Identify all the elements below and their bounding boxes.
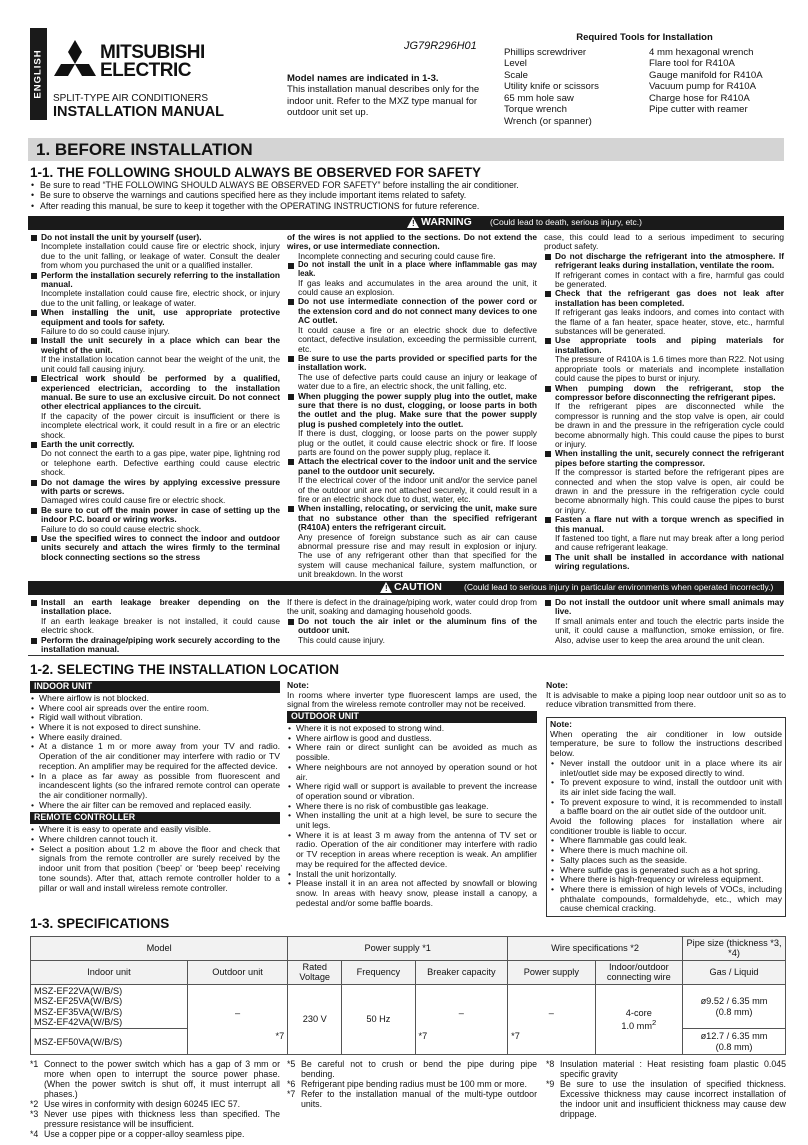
safety-item-title: Install the unit securely in a place which can bear the weight of the unit.: [30, 336, 280, 355]
connecting-wire-core: 4-core: [625, 1008, 652, 1019]
pipe-size-value: ø9.52 / 6.35 mm: [700, 996, 768, 1007]
subsection-title: 1-3. SPECIFICATIONS: [30, 916, 170, 931]
mitsubishi-logo-icon: [52, 40, 98, 82]
footnote-key: *1: [30, 1059, 39, 1069]
footnote-key: *9: [546, 1079, 555, 1090]
pipe-size-cell: [683, 984, 786, 1029]
tool-item: Utility knife or scissors: [504, 81, 599, 93]
list-item: • Where cool air spreads over the entire room.: [30, 704, 280, 714]
safety-item-title: Do not use intermediate connection of the power cord or the extension cord and do not connect many devices to one AC outlet.: [287, 297, 537, 325]
model-cell: [31, 984, 188, 1029]
safety-item-text: If there is dust, clogging, or loose parts on the power supply plug or the outlet, it could cause electric shock or fire. If loose parts are found on the power supply plug, replace it.: [298, 428, 537, 457]
safety-item-text: It could cause a fire or an electric shock due to defective contact, defective insulation, exceeding the permissible current, etc.: [298, 324, 537, 354]
brand-line-2: ELECTRIC: [100, 60, 191, 82]
indoor-unit-block: [30, 681, 280, 893]
model-note-bold: Model names are indicated in 1-3.: [287, 73, 439, 84]
table-header-row: [31, 960, 786, 984]
safety-item-title: Check that the refrigerant gas does not leak after installation has been completed.: [544, 289, 784, 308]
safety-item-text: Incomplete installation could cause fire, electric shock, or injury due to the unit falling, or leakage of water.: [41, 288, 280, 308]
language-label: ENGLISH: [32, 49, 44, 99]
safety-item-text: Do not connect the earth to a gas pipe, water pipe, lightning rod or telephone earth. Defective earthing could cause electric shock.: [41, 448, 280, 478]
list-item: • Where easily drained.: [30, 733, 280, 743]
connecting-wire-size: [599, 1019, 679, 1031]
safety-item-title: Do not install the unit in a place where inflammable gas may leak.: [287, 261, 537, 278]
list-item: • To prevent exposure to wind, it is recommended to install a baffle board on the air outlet side of the outdoor unit.: [550, 798, 782, 817]
safety-item-title: When pumping down the refrigerant, stop the compressor before disconnecting the refrigerant pipes.: [544, 384, 784, 403]
warning-column-1: [30, 233, 280, 562]
header-wire-power-supply: Power supply: [508, 960, 595, 984]
list-item: • To prevent exposure to wind, install the outdoor unit with its air inlet side facing the wall.: [550, 778, 782, 797]
pipe-thickness-value: (0.8 mm): [715, 1006, 753, 1017]
tool-item: Flare tool for R410A: [649, 58, 735, 70]
caution-label: CAUTION: [394, 581, 442, 593]
model-name: MSZ-EF35VA(W/B/S): [34, 1006, 123, 1017]
caution-description: (Could lead to serious injury in particular environments when operated incorrectly.): [464, 582, 774, 592]
caution-bar: [28, 581, 784, 595]
intro-item: • Be sure to read “THE FOLLOWING SHOULD ALWAYS BE OBSERVED FOR SAFETY” before installing the air conditioner.: [30, 180, 786, 190]
header-indoor-unit: Indoor unit: [31, 960, 188, 984]
tool-item: Scale: [504, 69, 528, 81]
caution-column-3: [544, 598, 784, 645]
note-text: In rooms where inverter type fluorescent lamps are used, the signal from the wireless remote controller may not be received.: [287, 689, 537, 710]
note-heading: Note:: [287, 680, 309, 690]
intro-item: • After reading this manual, be sure to keep it together with the OPERATING INSTRUCTIONS for future reference.: [30, 201, 786, 211]
pipe-size-cell: [683, 1029, 786, 1055]
safety-item-title: Be sure to use the parts provided or specified parts for the installation work.: [287, 354, 537, 373]
footnote-text: Connect to the power switch which has a gap of 3 mm or more when open to interrupt the source power phase. (When the power switch is shut off, it must interrupt all phases.): [44, 1059, 280, 1100]
indoor-unit-list: [30, 694, 280, 810]
safety-item-title: Use appropriate tools and piping materials for installation.: [544, 336, 784, 355]
safety-item-title: Attach the electrical cover to the indoor unit and the service panel to the outdoor unit securely.: [287, 457, 537, 476]
header-wire-spec: Wire specifications *2: [508, 937, 683, 961]
safety-item-text: The use of defective parts could cause an injury or leakage of water due to a fire, an electric shock, the unit falling, etc.: [298, 371, 537, 392]
safety-item-title: Do not touch the air inlet or the aluminum fins of the outdoor unit.: [287, 617, 537, 636]
outdoor-unit-value: –: [235, 1008, 241, 1019]
footnote-key: *6: [287, 1079, 296, 1090]
footnote-key: *7: [287, 1089, 296, 1100]
header-power-supply: Power supply *1: [288, 937, 508, 961]
list-item: • Where there is much machine oil.: [550, 846, 782, 856]
safety-item-text: If the electrical cover of the indoor unit and/or the service panel of the outdoor unit are not attached securely, it could result in a fire or an electric shock due to dust, water, etc.: [298, 475, 537, 504]
safety-item-text: Failure to do so could cause electric shock.: [41, 523, 202, 534]
caution-icon: !: [380, 582, 392, 593]
safety-item-title: Do not install the unit by yourself (user).: [30, 233, 280, 242]
list-item: • Where flammable gas could leak.: [550, 836, 782, 846]
list-item: • Install the unit horizontally.: [287, 870, 537, 880]
breaker-cell: [415, 984, 508, 1055]
tool-item: Vacuum pump for R410A: [649, 81, 757, 93]
required-tools: [504, 32, 785, 127]
list-item: • Where sulfide gas is generated such as a hot spring.: [550, 866, 782, 876]
footnote-key: *3: [30, 1109, 39, 1120]
list-item: • Where it is not exposed to direct sunshine.: [30, 723, 280, 733]
remote-controller-heading: REMOTE CONTROLLER: [30, 812, 280, 824]
safety-item-title: Electrical work should be performed by a qualified, experienced electrician, according to the installation manual. Be sure to use an exclusive circuit. Do not connect other electrical appliances to the circuit.: [30, 374, 280, 412]
intro-item: • Be sure to observe the warnings and cautions specified here as they include important items related to safety.: [30, 190, 786, 200]
tool-item: Phillips screwdriver: [504, 46, 587, 58]
wire-power-supply-value: –: [548, 1008, 554, 1019]
list-item: • Where the air filter can be removed and replaced easily.: [30, 801, 280, 811]
safety-item-title: Do not install the outdoor unit where small animals may live.: [544, 598, 784, 617]
safety-item-title: Use the specified wires to connect the indoor and outdoor units securely and attach the wires firmly to the terminal block connecting sections so the stress: [30, 534, 280, 562]
subsection-title: 1-1. THE FOLLOWING SHOULD ALWAYS BE OBSERVED FOR SAFETY: [30, 165, 482, 180]
outdoor-unit-block: [287, 681, 537, 908]
header-connecting-wire: Indoor/outdoor connecting wire: [595, 960, 682, 984]
list-item: • Where rain or direct sunlight can be avoided as much as possible.: [287, 743, 537, 762]
safety-item-text: If small animals enter and touch the electric parts inside the unit, it could cause a malfunction, smoke emission, or fire. Also, advise user to keep the area around the unit clean.: [555, 615, 784, 645]
list-item: • Where neighbours are not annoyed by operation sound or hot air.: [287, 763, 537, 782]
tool-item: 4 mm hexagonal wrench: [649, 46, 754, 58]
footnote-text: Insulation material : Heat resisting foam plastic 0.045 specific gravity: [560, 1059, 786, 1080]
outdoor-unit-note: *7: [275, 1030, 285, 1041]
list-item: • Never install the outdoor unit in a place where its air inlet/outlet side may be exposed directly to wind.: [550, 759, 782, 778]
footnote-key: *8: [546, 1059, 555, 1069]
safety-item-title: Perform the drainage/piping work securely according to the installation manual.: [30, 636, 280, 655]
tool-item: 65 mm hole saw: [504, 92, 574, 104]
safety-item-text: Incomplete connecting and securing could cause fire.: [298, 250, 496, 261]
document-code: JG79R296H01: [404, 40, 477, 52]
list-item: • Where airflow is good and dustless.: [287, 734, 537, 744]
note-heading: Note:: [546, 680, 568, 690]
safety-item-text: Damaged wires could cause fire or electric shock.: [41, 495, 226, 506]
safety-item-title: Earth the unit correctly.: [30, 440, 280, 449]
tool-item: Gauge manifold for R410A: [649, 69, 763, 81]
list-item: • Where children cannot touch it.: [30, 835, 280, 845]
safety-item-text: If refrigerant gas leaks indoors, and comes into contact with the flame of a fan heater, space heater, stove, etc., harmful substances will be generated.: [555, 307, 784, 337]
safety-item-title: When plugging the power supply plug into the outlet, make sure that there is no dust, clogging, or loose parts in both the outlet and the plug. Make sure that the power supply plug is pushed completely into the outlet.: [287, 392, 537, 430]
safety-item-text: The pressure of R410A is 1.6 times more than R22. Not using appropriate tools or materials and incomplete installation could cause the pipes to burst or injury.: [555, 354, 784, 384]
breaker-note: *7: [418, 1030, 428, 1041]
table-header-row: [31, 937, 786, 961]
warning-bar: [28, 216, 784, 230]
caution-column-1: [30, 598, 280, 654]
safety-item-text: If gas leaks and accumulates in the area around the unit, it could cause an explosion.: [298, 277, 537, 298]
safety-item-title-cont: of the wires is not applied to the sections. Do not extend the wires, or use intermediate connection.: [287, 232, 537, 252]
wire-power-supply-cell: [508, 984, 595, 1055]
subsection-title: 1-2. SELECTING THE INSTALLATION LOCATION: [30, 662, 339, 677]
footnote: [30, 1099, 280, 1109]
outdoor-unit-cell: [187, 984, 287, 1055]
list-item: • Where rigid wall or support is available to prevent the increase of operation sound or vibration.: [287, 782, 537, 801]
footnote-text: Use a copper pipe or a copper-alloy seamless pipe.: [44, 1129, 245, 1140]
pipe-size-value: ø12.7 / 6.35 mm: [700, 1031, 768, 1042]
footnote: [546, 1079, 786, 1119]
footnote-text: Be sure to use the insulation of specified thickness. Excessive thickness may cause incorrect installation of the indoor unit and insufficient thickness may cause dew drippage.: [560, 1079, 786, 1120]
list-item: • Where there is emission of high levels of VOCs, including phthalate compounds, formaldehyde, etc., which may cause chemical cracking.: [550, 885, 782, 914]
model-name: MSZ-EF42VA(W/B/S): [34, 1016, 123, 1027]
outdoor-unit-heading: OUTDOOR UNIT: [287, 711, 537, 723]
list-item: • Salty places such as the seaside.: [550, 856, 782, 866]
list-item: • Where there is high-frequency or wireless equipment.: [550, 875, 782, 885]
brand-line-1: MITSUBISHI: [100, 42, 205, 63]
header-outdoor-unit: Outdoor unit: [187, 960, 287, 984]
voltage-cell: 230 V: [288, 984, 342, 1055]
model-note: [287, 73, 487, 119]
footnote: [287, 1089, 537, 1109]
safety-item-title: When installing the unit, securely connect the refrigerant pipes before starting the compressor.: [544, 449, 784, 468]
footnote-text: Refrigerant pipe bending radius must be 100 mm or more.: [301, 1079, 527, 1090]
list-item: • In a place as far away as possible from fluorescent and incandescent lights (so the infrared remote control can operate the air conditioner normally).: [30, 772, 280, 801]
list-item: • Select a position about 1.2 m above the floor and check that signals from the remote controller are surely received by the indoor unit from that position (‘beep’ or ‘beep beep’ receiving tone sounds). After that, attach remote controller holder to a pillar or wall and install wireless remote controller.: [30, 845, 280, 894]
model-name: MSZ-EF22VA(W/B/S): [34, 985, 123, 996]
warning-icon: !: [407, 217, 419, 228]
indoor-unit-heading: INDOOR UNIT: [30, 681, 280, 693]
piping-note: [546, 681, 786, 710]
specifications-table: [30, 936, 786, 1055]
header-gas-liquid: Gas / Liquid: [683, 960, 786, 984]
wire-power-supply-note: *7: [511, 1030, 520, 1041]
safety-item-text: Any presence of foreign substance such as air can cause abnormal pressure rise and may result in explosion or injury. The use of any refrigerant other than that specified for the system will cause mechanical failure, system malfunction, or unit breakdown. In the worst: [298, 531, 537, 580]
safety-item-title: When installing, relocating, or servicing the unit, make sure that no substance other than the specified refrigerant (R410A) enters the refrigerant circuit.: [287, 504, 537, 532]
tools-list: [504, 47, 785, 128]
safety-item-text: Incomplete installation could cause fire or electric shock, injury due to the unit falling, or leakage of water. Consult the dealer from whom you purchased the unit or a qualified installer.: [41, 241, 280, 271]
list-item: • At a distance 1 m or more away from your TV and radio. Operation of the air conditioner may interfere with radio or TV reception. An amplifier may be required for the affected device.: [30, 742, 280, 771]
tool-item: Pipe cutter with reamer: [649, 104, 748, 116]
footnote-key: *5: [287, 1059, 296, 1069]
footnote-key: *4: [30, 1129, 39, 1140]
safety-item-title: Install an earth leakage breaker depending on the installation place.: [30, 598, 280, 617]
safety-item-text: This could cause injury.: [298, 634, 385, 645]
warning-description: (Could lead to death, serious injury, etc.): [490, 217, 642, 227]
list-item: • Where it is at least 3 m away from the antenna of TV set or radio. Operation of the air conditioner may interfere with radio or TV reception in areas where reception is weak. An amplifier may be required for the affected device.: [287, 831, 537, 870]
note-list: [550, 759, 782, 817]
warning-column-2: [287, 233, 537, 580]
note-list: [550, 836, 782, 914]
footnote-key: *2: [30, 1099, 39, 1110]
note-text: It is advisable to make a piping loop near outdoor unit so as to reduce vibration transmitted from there.: [546, 689, 786, 710]
list-item: • Where it is easy to operate and easily visible.: [30, 825, 280, 835]
safety-item-text: If the compressor is started before the refrigerant pipes are connected and when the stop valve is open, air could be drawn in and the pressure in the refrigeration cycle could become abnormally high. This could cause the pipes to burst or injury.: [555, 467, 784, 515]
note-intro: When operating the air conditioner in low outside temperature, be sure to follow the instructions described below.: [550, 728, 782, 759]
footnote: [287, 1079, 537, 1089]
safety-item-title: Fasten a flare nut with a torque wrench as specified in this manual.: [544, 515, 784, 534]
brand-name: [100, 44, 205, 80]
header-pipe-size: Pipe size (thickness *3, *4): [683, 937, 786, 961]
list-item: • When installing the unit at a high level, be sure to secure the unit legs.: [287, 811, 537, 830]
header-breaker: Breaker capacity: [415, 960, 508, 984]
table-row: [31, 984, 786, 1029]
tool-item: Wrench (or spanner): [504, 115, 592, 127]
model-note-text: This installation manual describes only for the indoor unit. Refer to the MXZ type manual for outdoor unit set up.: [287, 84, 480, 119]
connecting-wire-size-sup: 2: [652, 1017, 657, 1027]
tool-item: Level: [504, 58, 527, 70]
language-tab: [30, 28, 47, 120]
frequency-cell: 50 Hz: [342, 984, 415, 1055]
safety-item-text: If fastened too tight, a flare nut may break after a long period and cause refrigerant leakage.: [555, 533, 784, 553]
list-item: • Please install it in an area not affected by snowfall or blowing snow. In areas with heavy snow, please install a canopy, a pedestal and/or some baffle boards.: [287, 879, 537, 908]
footnote: [30, 1059, 280, 1099]
footnotes-column-2: [287, 1059, 537, 1109]
note-heading: Note:: [550, 719, 572, 729]
safety-item-title: Be sure to cut off the main power in case of setting up the indoor P.C. board or wiring works.: [30, 506, 280, 525]
connecting-wire-cell: [595, 984, 682, 1055]
footnote: [30, 1129, 280, 1139]
header-rated-voltage: Rated Voltage: [288, 960, 342, 984]
safety-item-text: If the capacity of the power circuit is insufficient or there is incomplete electrical work, it could result in a fire or an electric shock.: [41, 410, 280, 440]
model-name: MSZ-EF25VA(W/B/S): [34, 996, 123, 1007]
model-cell: MSZ-EF50VA(W/B/S): [31, 1029, 188, 1055]
list-item: • Where it is not exposed to strong wind.: [287, 724, 537, 734]
low-temperature-note: [546, 717, 786, 917]
safety-item-title: When installing the unit, use appropriate protective equipment and tools for safety.: [30, 308, 280, 327]
safety-item-title: Do not discharge the refrigerant into the atmosphere. If refrigerant leaks during installation, ventilate the room.: [544, 252, 784, 271]
header-model: Model: [31, 937, 288, 961]
remote-controller-list: [30, 825, 280, 893]
footnote: [30, 1109, 280, 1129]
list-item: • Rigid wall without vibration.: [30, 713, 280, 723]
caution-column-2: [287, 598, 537, 645]
footnote-text: Refer to the installation manual of the multi-type outdoor units.: [301, 1089, 537, 1110]
safety-item-text: case, this could lead to a serious impediment to securing product safety.: [544, 232, 784, 252]
tool-item: Torque wrench: [504, 104, 567, 116]
footnote-text: Never use pipes with thickness less than specified. The pressure resistance will be insufficient.: [44, 1109, 280, 1130]
safety-item-text: If the installation location cannot bear the weight of the unit, the unit could fall causing injury.: [41, 354, 280, 374]
section-heading: [28, 138, 784, 161]
safety-item-text: If an earth leakage breaker is not installed, it could cause electric shock.: [41, 615, 280, 636]
footnote: [546, 1059, 786, 1079]
safety-item-title: Perform the installation securely referring to the installation manual.: [30, 271, 280, 290]
note-mid: Avoid the following places for installation where air conditioner trouble is liable to occur.: [550, 816, 782, 836]
divider: [28, 655, 784, 656]
list-item: • Where airflow is not blocked.: [30, 694, 280, 704]
footnote: [287, 1059, 537, 1079]
footnotes-column-1: [30, 1059, 280, 1139]
safety-item-text: If the refrigerant pipes are disconnected while the compressor is running and the stop valve is open, air could be drawn in and the pressure in the refrigeration cycle could become abnormally high. This could cause the pipes to burst or injury.: [555, 401, 784, 449]
pipe-thickness-value: (0.8 mm): [715, 1041, 753, 1052]
warning-column-3: [544, 233, 784, 572]
tool-item: Charge hose for R410A: [649, 92, 750, 104]
footnote-text: Be careful not to crush or bend the pipe during pipe bending.: [301, 1059, 537, 1080]
list-item: • Where there is no risk of combustible gas leakage.: [287, 802, 537, 812]
breaker-value: –: [458, 1008, 464, 1019]
tools-title: Required Tools for Installation: [576, 32, 713, 43]
manual-title: INSTALLATION MANUAL: [53, 104, 225, 120]
product-subtitle: SPLIT-TYPE AIR CONDITIONERS: [53, 93, 209, 104]
footnotes-column-3: [546, 1059, 786, 1119]
safety-item-text: Failure to do so could cause injury.: [41, 326, 170, 337]
connecting-wire-size-value: 1.0 mm: [621, 1020, 652, 1031]
safety-item-title: Do not damage the wires by applying excessive pressure with parts or screws.: [30, 478, 280, 497]
footnote-text: Use wires in conformity with design 60245 IEC 57.: [44, 1099, 241, 1110]
outdoor-unit-list: [287, 724, 537, 908]
safety-item-text: If refrigerant comes in contact with a fire, harmful gas could be generated.: [555, 269, 784, 290]
section-title: 1. BEFORE INSTALLATION: [36, 140, 253, 159]
warning-label: WARNING: [421, 216, 472, 228]
safety-intro: [30, 180, 786, 211]
header-frequency: Frequency: [342, 960, 415, 984]
safety-item-title: The unit shall be installed in accordance with national wiring regulations.: [544, 553, 784, 572]
safety-item-text: If there is defect in the drainage/piping work, water could drop from the unit, soaking and damaging household goods.: [287, 597, 537, 617]
